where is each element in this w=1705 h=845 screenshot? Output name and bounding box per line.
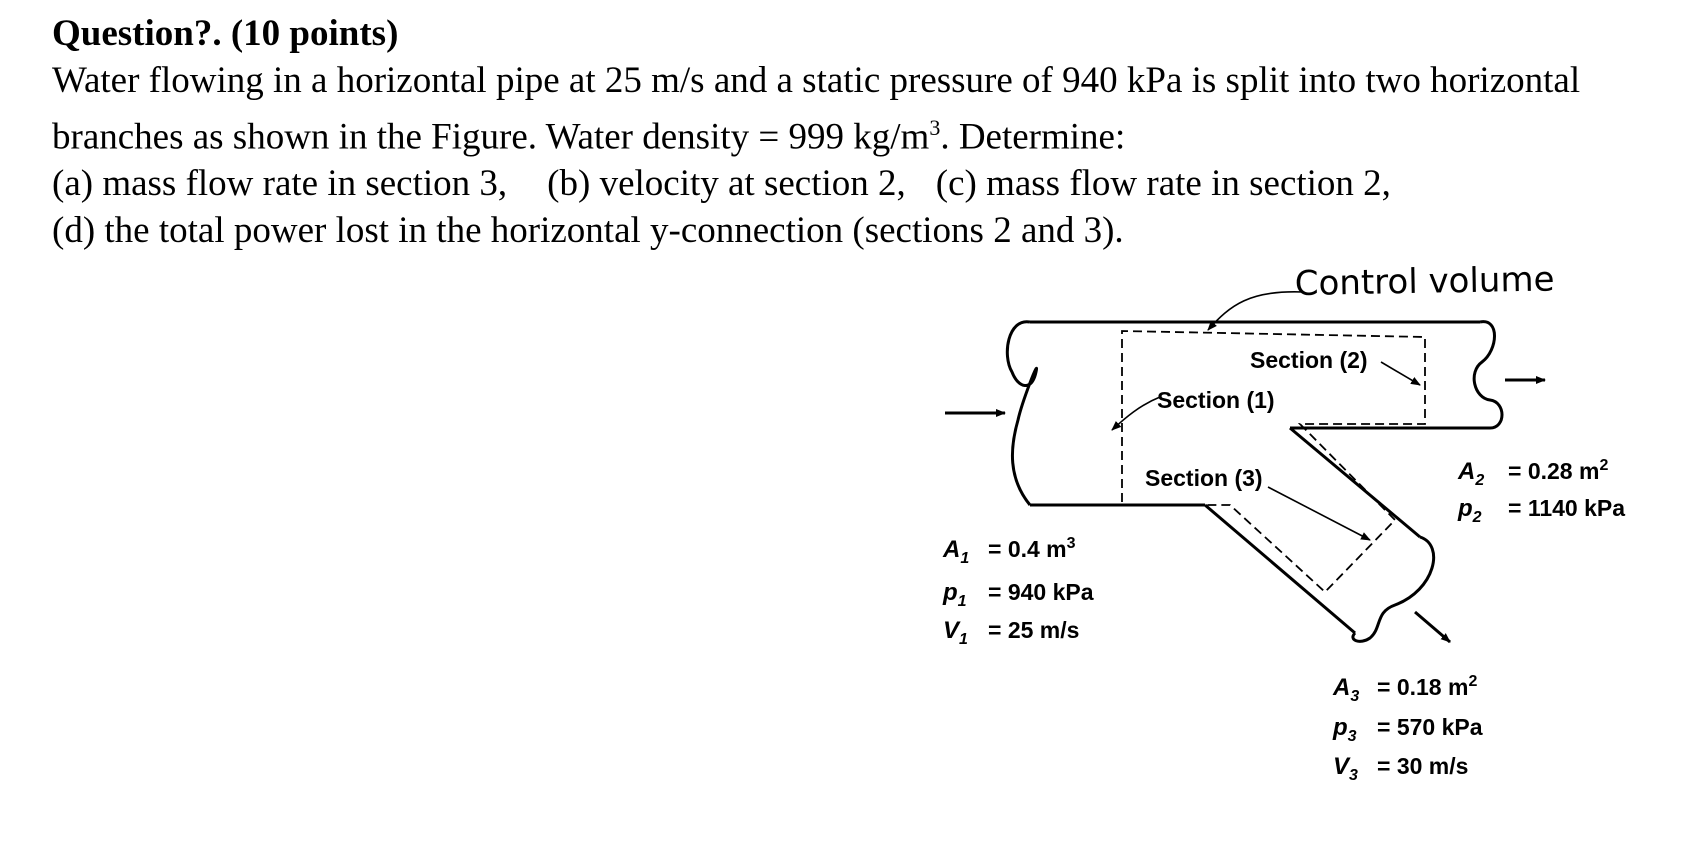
svg-text:p3: [1332, 714, 1357, 745]
outlet2-values: [1457, 457, 1625, 526]
a3-symbol: A: [1333, 674, 1351, 701]
p3-sub: 3: [1347, 728, 1357, 745]
p2-sub: 2: [1472, 509, 1482, 526]
svg-text:A1: [942, 536, 969, 567]
svg-text:V3: [1333, 753, 1358, 784]
v3-symbol: V: [1333, 753, 1350, 780]
section3-label: Section (3): [1145, 465, 1263, 491]
density-exponent: 3: [929, 115, 941, 140]
question-title: Question?. (10 points): [52, 13, 399, 54]
section3-leader: [1268, 487, 1370, 540]
p1-symbol: p: [943, 579, 958, 606]
v3-value: = 30 m/s: [1377, 753, 1469, 779]
branch-upper-wall: [1290, 428, 1420, 537]
inlet-values: [942, 535, 1094, 648]
p1-value: = 940 kPa: [988, 579, 1094, 605]
svg-text:p1: [942, 579, 967, 610]
a3-exp: 2: [1468, 673, 1478, 690]
svg-text:= 0.28 m2: [1508, 457, 1608, 484]
svg-text:= 0.4 m3: [988, 535, 1076, 562]
a1-sub: 1: [960, 550, 970, 567]
p1-sub: 1: [957, 593, 967, 610]
v1-value: = 25 m/s: [988, 617, 1080, 643]
branch-lower-wall: [1205, 505, 1355, 633]
part-d: (d) the total power lost in the horizontal y-connection (sections 2 and 3).: [52, 210, 1124, 252]
a3-value: = 0.18 m: [1377, 674, 1469, 700]
intro-text: Water flowing in a horizontal pipe at 25 m/s and a static pressure of 940 kPa is split into two horizontal branches as shown in the Figure. Water density = 999 kg/m: [52, 60, 1581, 158]
leader-lines: [1112, 292, 1420, 540]
v1-sub: 1: [959, 631, 968, 648]
outlet2-break: [1474, 322, 1502, 428]
a2-symbol: A: [1458, 458, 1476, 485]
inlet-break: [1007, 322, 1036, 505]
a1-exp: 3: [1066, 535, 1076, 552]
v1-symbol: V: [943, 617, 960, 644]
p3-value: = 570 kPa: [1377, 714, 1483, 740]
a1-symbol: A: [943, 536, 961, 563]
part-c: (c) mass flow rate in section 2,: [935, 163, 1391, 205]
svg-text:V1: [943, 617, 968, 648]
p2-symbol: p: [1458, 495, 1473, 522]
section2-label: Section (2): [1250, 347, 1368, 373]
a2-exp: 2: [1599, 457, 1609, 474]
section2-leader: [1381, 362, 1420, 385]
p2-value: = 1140 kPa: [1508, 495, 1626, 521]
svg-text:A2: [1457, 458, 1484, 489]
part-a: (a) mass flow rate in section 3,: [52, 163, 508, 205]
a2-value: = 0.28 m: [1508, 458, 1600, 484]
a1-value: = 0.4 m: [988, 536, 1067, 562]
outlet3-arrow: [1415, 612, 1450, 642]
section1-label: Section (1): [1157, 387, 1275, 413]
a3-sub: 3: [1350, 688, 1360, 705]
outlet3-values: [1332, 673, 1483, 784]
svg-text:= 0.18 m2: [1377, 673, 1477, 700]
section1-leader: [1112, 397, 1160, 430]
control-volume-label: Control volume: [1294, 259, 1555, 304]
v3-sub: 3: [1349, 767, 1358, 784]
intro-end: . Determine:: [940, 116, 1126, 158]
part-b: (b) velocity at section 2,: [547, 163, 906, 205]
outlet3-break: [1353, 537, 1434, 641]
svg-text:p2: [1457, 495, 1482, 526]
p3-symbol: p: [1333, 714, 1348, 741]
a2-sub: 2: [1475, 472, 1485, 489]
svg-text:A3: [1332, 674, 1359, 705]
cv-leader: [1208, 292, 1303, 330]
